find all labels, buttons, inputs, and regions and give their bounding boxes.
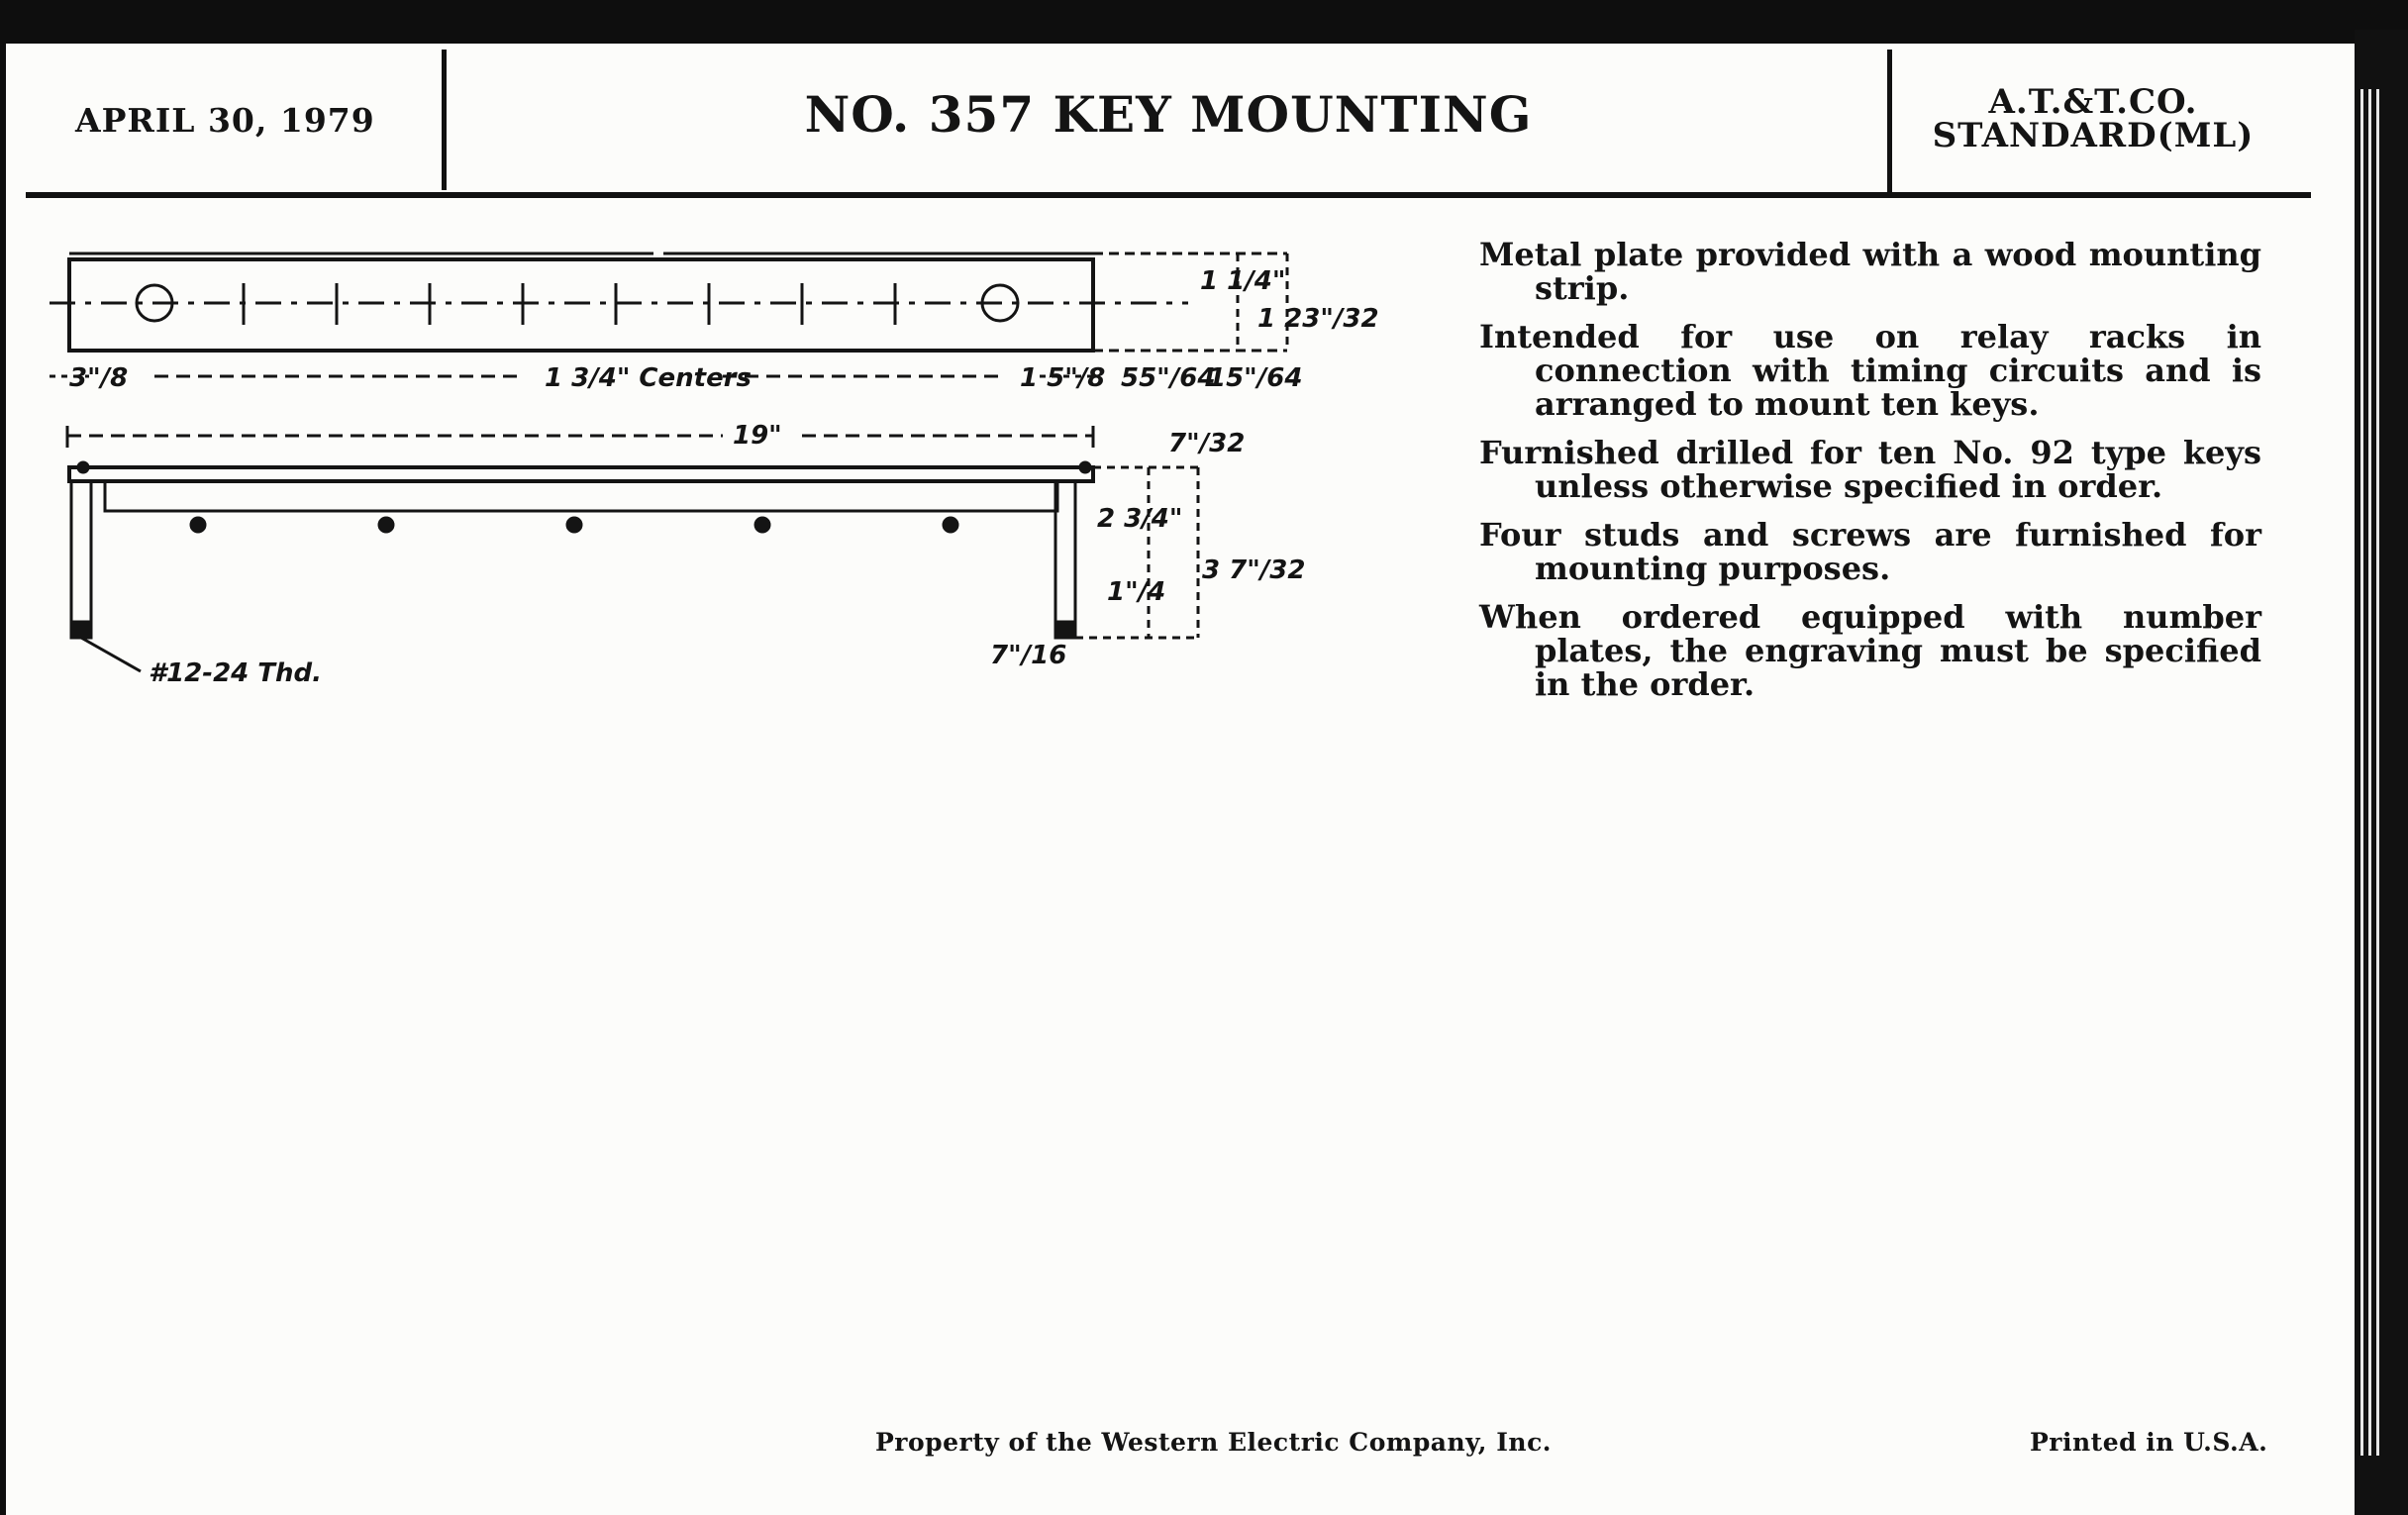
page-title: NO. 357 KEY MOUNTING xyxy=(804,85,1533,144)
top-view-plate xyxy=(69,259,1093,351)
description-paragraph: Metal plate provided with a wood mounting strip. xyxy=(1479,236,2261,307)
header-divider-right xyxy=(1887,50,1892,194)
description-paragraph: Intended for use on relay racks in connection with timing circuits and is arranged to mount ten keys. xyxy=(1479,318,2261,423)
drawing-svg xyxy=(50,238,1379,693)
dim-hole-secondary: 15"/64 xyxy=(1208,363,1303,393)
issue-date: APRIL 30, 1979 xyxy=(75,101,375,140)
header-divider-left xyxy=(442,50,447,190)
description xyxy=(1479,238,2261,716)
description-paragraph: When ordered equipped with number plates, the engraving must be specified in the order. xyxy=(1479,598,2261,703)
left-stud xyxy=(71,481,91,634)
dim-overall-height: 1 23"/32 xyxy=(1257,304,1379,334)
dim-thickness: 7"/32 xyxy=(1168,429,1246,458)
property-notice: Property of the Western Electric Company, Inc. xyxy=(875,1428,1553,1457)
header-rule xyxy=(26,192,2311,198)
dim-strip: 1"/4 xyxy=(1107,577,1166,607)
standard-designation xyxy=(1895,82,2291,155)
dim-total-depth: 3 7"/32 xyxy=(1202,556,1306,585)
description-paragraph: Furnished drilled for ten No. 92 type keys unless otherwise specified in order. xyxy=(1479,434,2261,505)
dim-offset-left: 3"/8 xyxy=(69,363,129,393)
key-mounting-drawing xyxy=(50,238,1379,697)
side-view-plate xyxy=(69,467,1093,481)
description-paragraph: Four studs and screws are furnished for mounting purposes. xyxy=(1479,516,2261,587)
thread-note: #12-24 Thd. xyxy=(149,658,323,688)
scan-edge xyxy=(2355,30,2408,1515)
printed-notice: Printed in U.S.A. xyxy=(2030,1428,2268,1457)
dim-plate-height: 1 1/4" xyxy=(1200,266,1286,296)
dim-hole: 55"/64 xyxy=(1121,363,1216,393)
dim-overall-length: 19" xyxy=(733,421,782,451)
dim-offset-right: 1 5"/8 xyxy=(1020,363,1106,393)
dim-centers: 1 3/4" Centers xyxy=(545,363,752,393)
dim-stud-length: 2 3/4" xyxy=(1097,504,1183,534)
wood-strip xyxy=(105,481,1057,511)
org-name: A.T.&T.CO. xyxy=(1988,82,2198,122)
dim-stud-diameter: 7"/16 xyxy=(990,641,1067,670)
standard-code: STANDARD(ML) xyxy=(1932,116,2255,155)
